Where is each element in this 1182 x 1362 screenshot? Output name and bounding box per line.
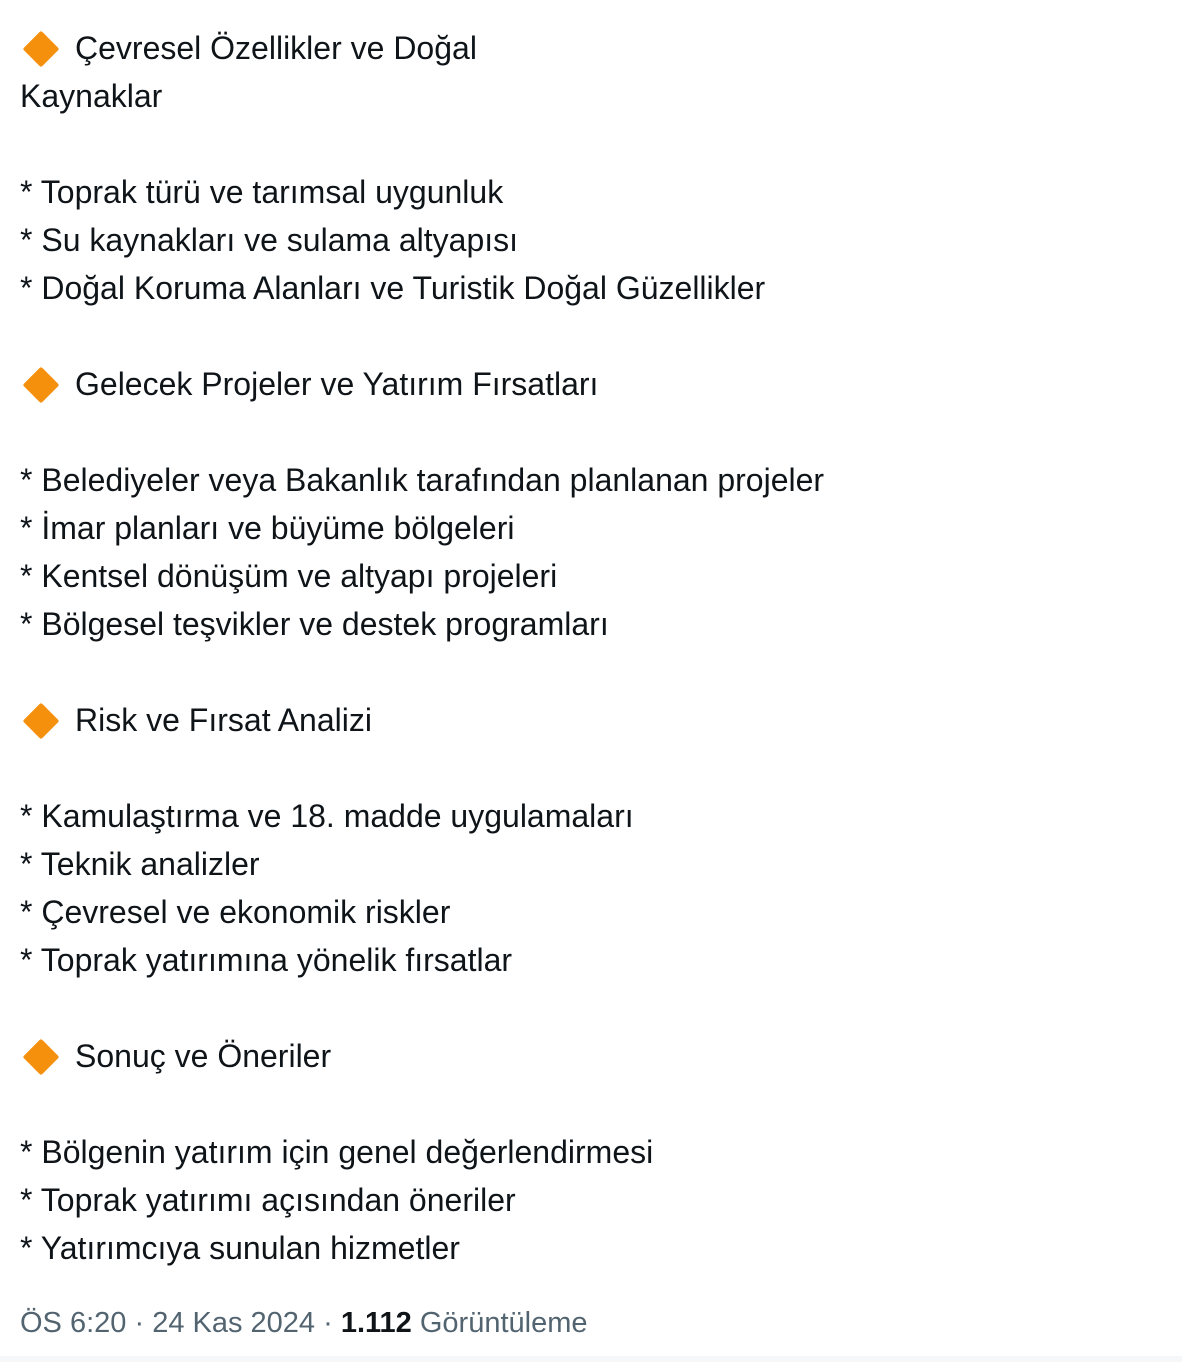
divider bbox=[0, 1356, 1182, 1362]
section-heading bbox=[20, 360, 1160, 408]
section-title-continued: Kaynaklar bbox=[20, 78, 163, 114]
meta-separator: · bbox=[315, 1307, 341, 1339]
orange-diamond-icon bbox=[23, 1039, 60, 1076]
section-heading bbox=[20, 1032, 1160, 1080]
section-title: Risk ve Fırsat Analizi bbox=[75, 702, 372, 738]
list-item: * Teknik analizler bbox=[20, 846, 260, 882]
list-item: * Toprak yatırımı açısından öneriler bbox=[20, 1182, 516, 1218]
list-item: * Yatırımcıya sunulan hizmetler bbox=[20, 1230, 460, 1266]
list-item: * Toprak yatırımına yönelik fırsatlar bbox=[20, 942, 513, 978]
post-date-link[interactable]: 24 Kas 2024 bbox=[152, 1307, 316, 1339]
post-meta bbox=[20, 1303, 588, 1343]
list-item: * Bölgesel teşvikler ve destek programları bbox=[20, 606, 609, 642]
views-label[interactable]: Görüntüleme bbox=[419, 1307, 588, 1339]
list-item: * Çevresel ve ekonomik riskler bbox=[20, 894, 451, 930]
orange-diamond-icon bbox=[23, 367, 60, 404]
list-item: * Kentsel dönüşüm ve altyapı projeleri bbox=[20, 558, 558, 594]
list-item: * Bölgenin yatırım için genel değerlendirmesi bbox=[20, 1134, 654, 1170]
list-item: * Doğal Koruma Alanları ve Turistik Doğal Güzellikler bbox=[20, 270, 766, 306]
list-item: * Belediyeler veya Bakanlık tarafından planlanan projeler bbox=[20, 462, 825, 498]
section-title: Sonuç ve Öneriler bbox=[75, 1038, 332, 1074]
section-heading bbox=[20, 696, 1160, 744]
list-item: * Kamulaştırma ve 18. madde uygulamaları bbox=[20, 798, 634, 834]
orange-diamond-icon bbox=[23, 703, 60, 740]
post-time-link[interactable]: ÖS 6:20 bbox=[20, 1307, 127, 1339]
post-body bbox=[20, 24, 1160, 1272]
meta-separator: · bbox=[126, 1307, 153, 1339]
orange-diamond-icon bbox=[23, 31, 60, 68]
section-title: Gelecek Projeler ve Yatırım Fırsatları bbox=[75, 366, 599, 402]
list-item: * Su kaynakları ve sulama altyapısı bbox=[20, 222, 519, 258]
section-title: Çevresel Özellikler ve Doğal bbox=[75, 30, 477, 66]
list-item: * Toprak türü ve tarımsal uygunluk bbox=[20, 174, 504, 210]
section-heading bbox=[20, 24, 1160, 72]
list-item: * İmar planları ve büyüme bölgeleri bbox=[20, 510, 515, 546]
views-count[interactable]: 1.112 bbox=[340, 1307, 412, 1339]
